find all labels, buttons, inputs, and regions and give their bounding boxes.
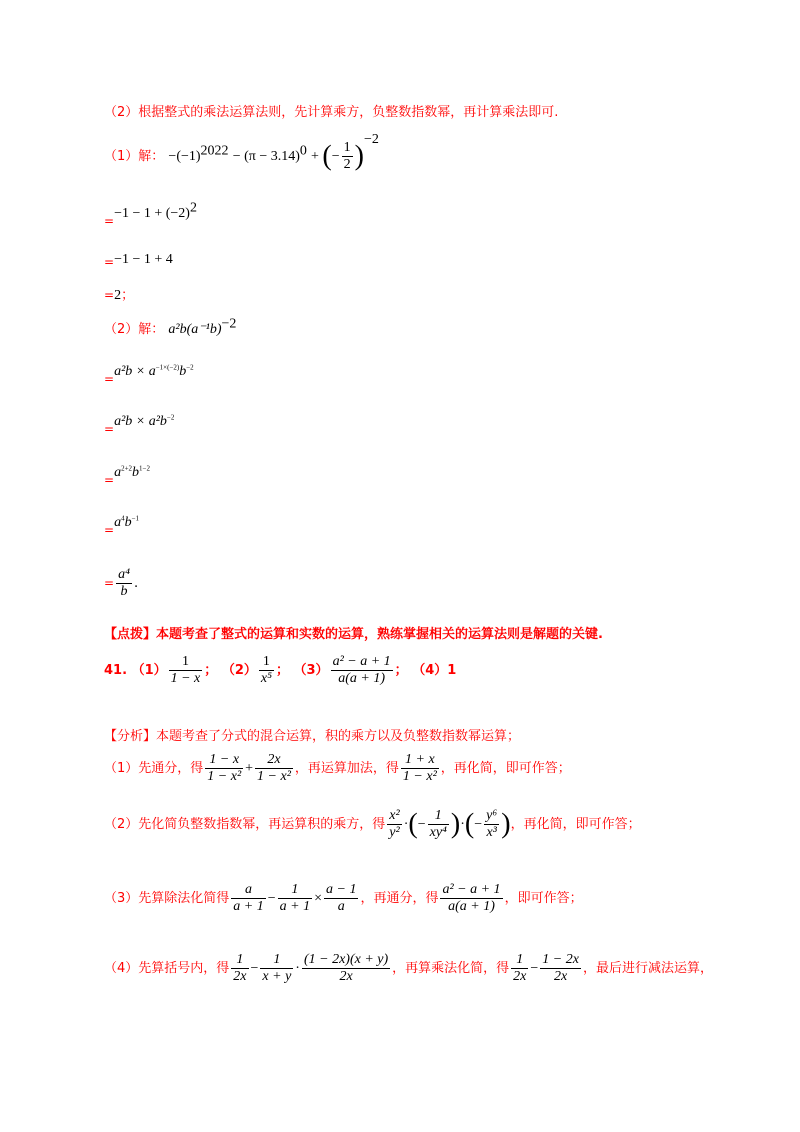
sol1-step1: $=-1 - 1 + (-2)^2$ [104, 200, 197, 228]
q41-answer3: $\frac{\text{a² − a + 1}}{a(a + 1)}$ [332, 654, 391, 686]
sol2-step3: $=a^{2+2}b^{1-2}$ [104, 464, 150, 487]
sol2-step4: $=a^4b^{-1}$ [104, 514, 140, 537]
fenxi-line3: （3）先算除法化简得 $\frac{a}{a + 1}$ − $\frac{1}{a + 1}$ × $\frac{a - 1}{a}$ ，再通分，得 $\frac{\text{a² − a + 1}}{a(a + 1)}$ ，即可作答； [104, 882, 583, 914]
fenxi-line4: （4）先算括号内，得 $\frac{1}{2x}$ − $\frac{1}{x + y}$ · $\frac{(1 - 2x)(x + y)}{2x}$ ，再算乘法化简，得 $\frac{1}{2x}$ − $\frac{1 - 2x}{2x}$ ，最后进行减法运算， [104, 952, 713, 984]
sol1-half-fraction: $\frac{1}{2}$ [343, 140, 351, 172]
q41-answer2: $\frac{1}{\text{x⁵}}$ [260, 654, 272, 686]
sol2-step2: $=a^2b \times a^2b^{-2}$ [104, 413, 175, 436]
sol2-step5: = $\frac{\text{a⁴}}{b}$ . [104, 567, 139, 599]
dianbo-note [104, 623, 603, 642]
dianbo-tag: 【点拨】 [104, 627, 157, 642]
sol1-term-a-exp: 2022 [200, 143, 229, 159]
sol1-label: （1）解： [104, 149, 165, 164]
fenxi-intro: 【分析】本题考查了分式的混合运算，积的乘方以及负整数指数幂运算； [104, 729, 521, 744]
sol1-term-b-exp: 0 [299, 143, 307, 159]
q41-answers: 41. （1） $\frac{1}{1 - x}$ ； （2） $\frac{1}{\text{x⁵}}$ ； （3） $\frac{\text{a² − a + 1}}{a(a + 1)}$ ； （4）1 [104, 654, 457, 686]
q41-number: 41. [104, 663, 128, 678]
sol1-term-c: + [311, 149, 323, 164]
sol1-step2: =−1 − 1 + 4 [104, 252, 173, 269]
sol1-term-a: −(−1) [168, 149, 201, 164]
sol1-expression: （1）解： $-(-1)^{2022} - (\pi - 3.14)^0$ + (− $\frac{1}{2}$ )$^{-2}$ [104, 131, 379, 172]
fenxi-tag: 【分析】 [104, 729, 157, 744]
fenxi-line1: （1）先通分，得 $\frac{1 - x}{\text{1 − x²}}$ + $\frac{2x}{\text{1 − x²}}$ ，再运算加法，得 $\frac{1 + x}{\text{1 − x²}}$ ，再化简，即可作答； [104, 752, 571, 784]
part2-hint: （2）根据整式的乘法运算法则，先计算乘方，负整数指数幂，再计算乘法即可. [104, 105, 559, 120]
dianbo-text: 本题考查了整式的运算和实数的运算，熟练掌握相关的运算法则是解题的关键. [156, 627, 603, 642]
fenxi-line2: （2）先化简负整数指数幂，再运算积的乘方，得 $\frac{\text{x²}}{\text{y²}}$ ·(− $\frac{1}{\text{xy⁴}}$ )·(− $\frac{\text{y⁶}}{\text{x³}}$ )，再化简，即可作答； [104, 808, 641, 840]
q41-answer1: $\frac{1}{1 - x}$ [170, 654, 201, 686]
sol1-term-c-exp: −2 [363, 131, 379, 147]
sol2-expression: （2）解： $a^2b(a^{-1}b)^{-2}$ [104, 316, 237, 337]
sol2-step1: $=a^2b \times a^{-1\times(-2)}b^{-2}$ [104, 363, 194, 386]
sol1-step3: =2； [104, 288, 135, 303]
sol2-label: （2）解： [104, 322, 165, 337]
sol2-result-fraction: $\frac{\text{a⁴}}{b}$ [118, 567, 130, 599]
sol1-term-b: − (π − 3.14) [232, 149, 300, 164]
